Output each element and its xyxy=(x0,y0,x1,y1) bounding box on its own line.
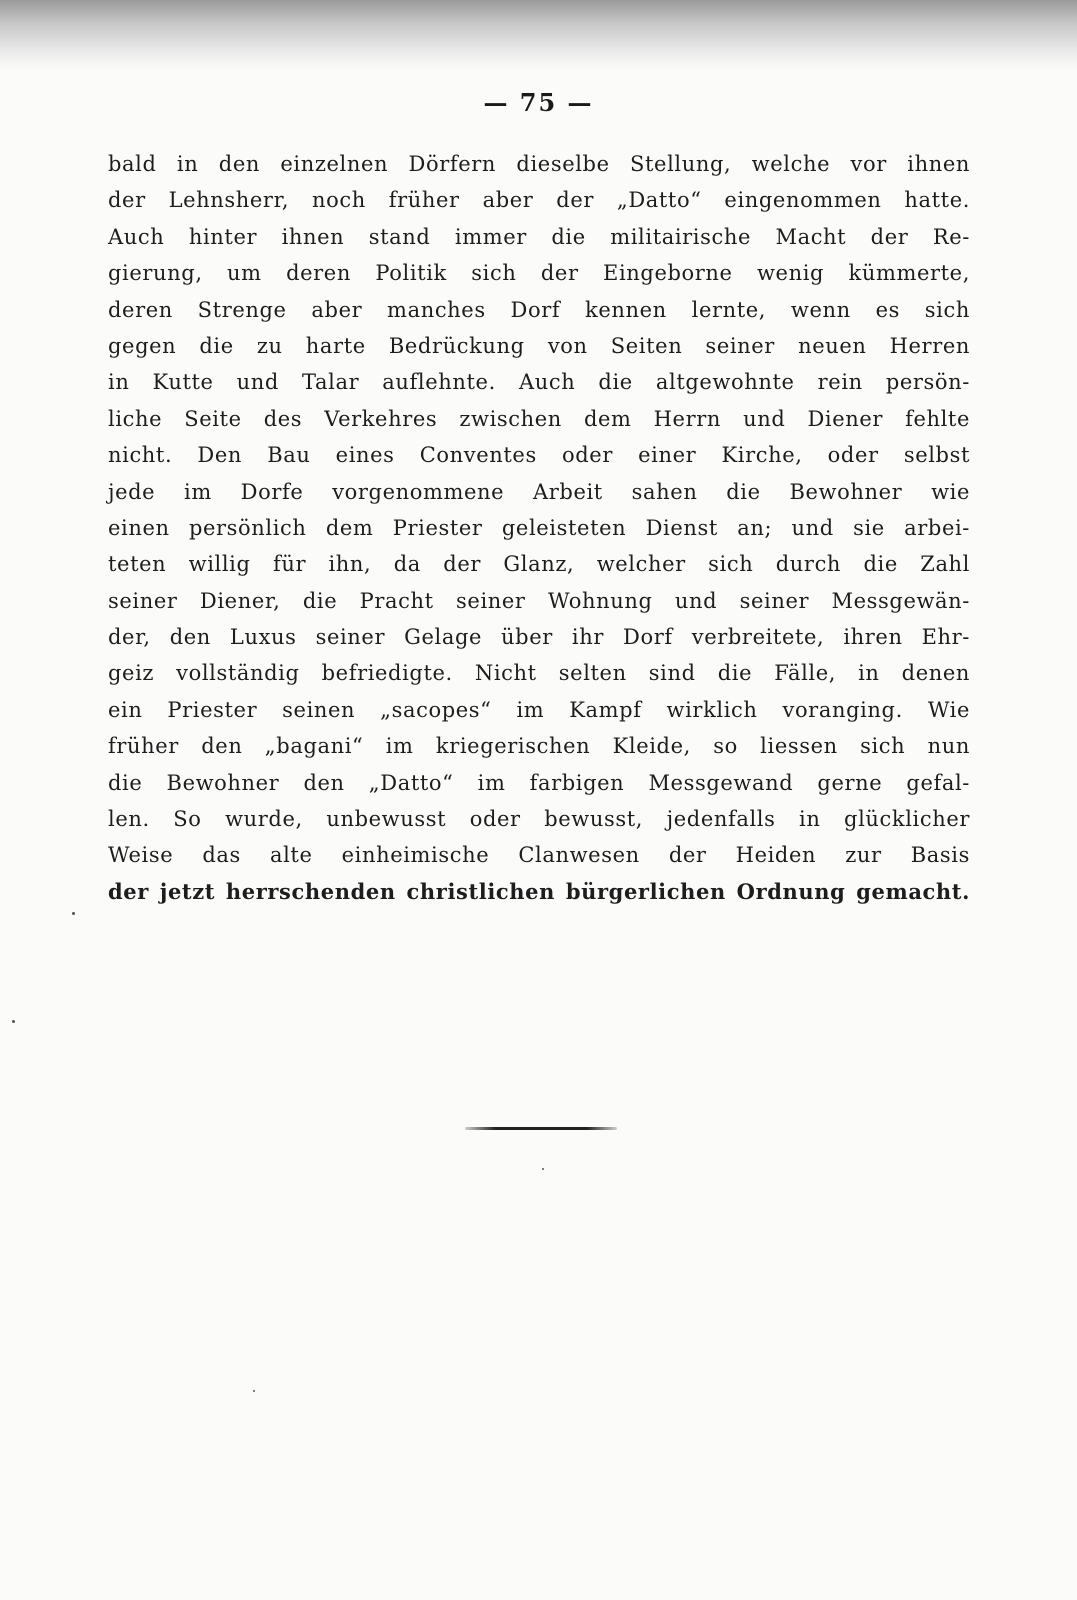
text-line: in Kutte und Talar auflehnte. Auch die altgewohnte rein persön- xyxy=(108,370,970,395)
scan-speck xyxy=(253,1390,255,1392)
text-line: früher den „bagani“ im kriegerischen Kleide, so liessen sich nun xyxy=(108,734,970,759)
text-line: die Bewohner den „Datto“ im farbigen Messgewand gerne gefal- xyxy=(108,770,970,795)
scan-speck xyxy=(72,912,75,915)
text-line: Auch hinter ihnen stand immer die militairische Macht der Re- xyxy=(108,224,970,249)
text-line: bald in den einzelnen Dörfern dieselbe Stellung, welche vor ihnen xyxy=(108,152,970,176)
text-line: einen persönlich dem Priester geleisteten Dienst an; und sie arbei- xyxy=(108,515,970,540)
page-number: — 75 — xyxy=(483,88,594,117)
scan-speck xyxy=(542,1168,544,1170)
text-line: len. So wurde, unbewusst oder bewusst, jedenfalls in glücklicher xyxy=(108,807,970,832)
text-line: ein Priester seinen „sacopes“ im Kampf wirklich voranging. Wie xyxy=(108,697,970,722)
end-rule xyxy=(465,1127,617,1130)
text-line: der jetzt herrschenden christlichen bürgerlichen Ordnung gemacht. xyxy=(108,878,970,904)
text-line: gegen die zu harte Bedrückung von Seiten seiner neuen Herren xyxy=(108,333,970,358)
text-line: gierung, um deren Politik sich der Eingeborne wenig kümmerte, xyxy=(108,261,970,286)
text-line: liche Seite des Verkehres zwischen dem Herrn und Diener fehlte xyxy=(108,406,970,431)
text-line: der Lehnsherr, noch früher aber der „Datto“ eingenommen hatte. xyxy=(108,188,970,213)
text-line: deren Strenge aber manches Dorf kennen lernte, wenn es sich xyxy=(108,297,970,322)
scan-shadow xyxy=(0,0,1077,70)
text-line: seiner Diener, die Pracht seiner Wohnung und seiner Messgewän- xyxy=(108,588,970,613)
body-text xyxy=(108,146,970,910)
scan-speck xyxy=(12,1020,15,1023)
text-line: der, den Luxus seiner Gelage über ihr Dorf verbreitete, ihren Ehr- xyxy=(108,625,970,650)
text-line: teten willig für ihn, da der Glanz, welcher sich durch die Zahl xyxy=(108,552,970,577)
text-line: Weise das alte einheimische Clanwesen der Heiden zur Basis xyxy=(108,843,970,868)
text-line: geiz vollständig befriedigte. Nicht selten sind die Fälle, in denen xyxy=(108,661,970,686)
text-line: nicht. Den Bau eines Conventes oder einer Kirche, oder selbst xyxy=(108,443,970,468)
text-line: jede im Dorfe vorgenommene Arbeit sahen die Bewohner wie xyxy=(108,479,970,504)
